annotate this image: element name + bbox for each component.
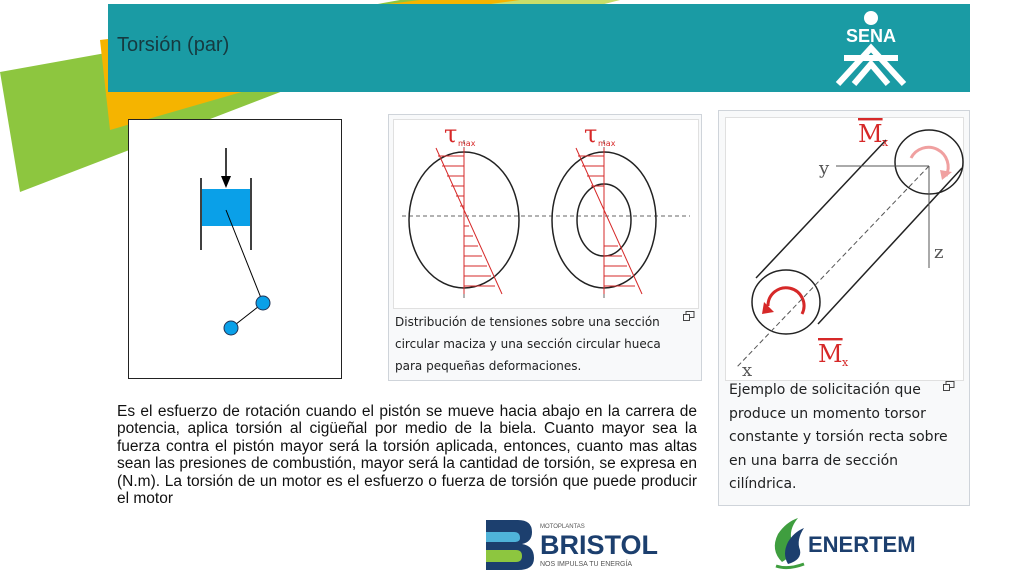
bristol-tagline: NOS IMPULSA TU ENERGÍA — [540, 561, 633, 568]
bristol-logo — [484, 516, 659, 572]
tau-sub-right: max — [598, 139, 616, 148]
torsion-bar-image — [725, 117, 964, 381]
x-axis-label: x — [742, 360, 753, 381]
piston — [202, 189, 250, 226]
moment-label-bottom: M — [818, 340, 843, 368]
bar-end-near — [752, 270, 820, 334]
moment-sub-bottom: x — [842, 356, 849, 369]
bristol-top-text: MOTOPLANTAS — [540, 524, 585, 530]
sena-logo-text: SENA — [845, 26, 897, 46]
shear-stress-image — [393, 119, 699, 309]
moment-sub-top: x — [882, 136, 889, 149]
enlarge-icon[interactable] — [683, 311, 695, 321]
tau-label-left: τ — [444, 120, 458, 148]
tau-label-right: τ — [584, 120, 598, 148]
torque-arrow-near — [768, 288, 804, 314]
enertem-text: ENERTEM — [808, 532, 916, 557]
y-axis-label: y — [819, 158, 830, 179]
slide-title: Torsión (par) — [117, 34, 230, 56]
moment-label-top: M — [858, 120, 883, 148]
piston-diagram — [128, 119, 342, 379]
crankshaft-center — [224, 321, 238, 335]
bristol-main-text: BRISTOL — [540, 530, 659, 560]
body-paragraph: Es el esfuerzo de rotación cuando el pistón se mueve hacia abajo en la carrera de potencia, aplica torsión al cigüeñal por medio de la biela. Cuanto mayor sea la fuerza contra el pistón mayor será la torsión aplicada, entonces, cuanto mas altas sean las presiones de combustión, mayor será la cantidad de torsión, se expresa en (N.m). La torsión de un motor es el esfuerzo o fuerza de torsión que puede producir el motor — [117, 403, 697, 508]
tau-sub-left: max — [458, 139, 476, 148]
z-axis-label: z — [934, 242, 944, 263]
shear-figure-caption: Distribución de tensiones sobre una sección circular maciza y una sección circular hueca para pequeñas deformaciones. — [395, 315, 661, 373]
sena-logo — [826, 6, 916, 86]
enertem-logo — [768, 514, 938, 572]
enlarge-icon[interactable] — [943, 381, 955, 391]
shear-stress-figure — [388, 114, 702, 381]
torsion-bar-figure — [718, 110, 970, 506]
torsion-bar-caption: Ejemplo de solicitación que produce un momento torsor constante y torsión recta sobre en una barra de sección cilíndrica. — [729, 382, 948, 492]
crank-pin — [256, 296, 270, 310]
